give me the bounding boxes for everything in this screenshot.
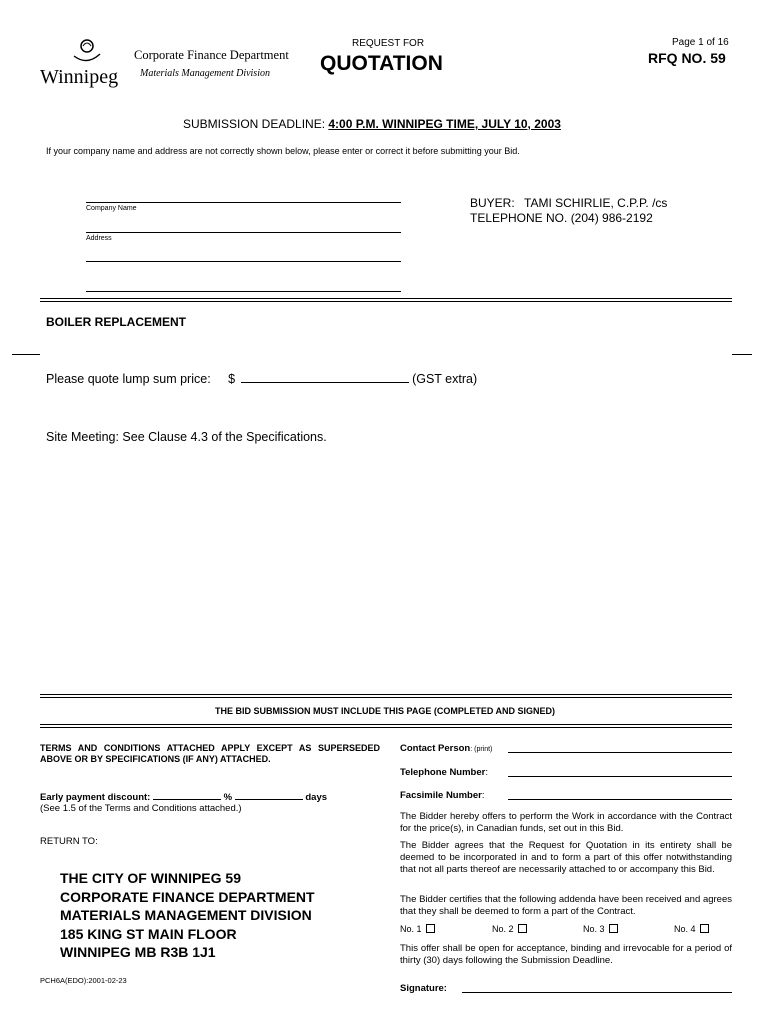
addendum-4-label: No. 4	[674, 924, 696, 934]
days-label: days	[305, 792, 328, 803]
addendum-1	[400, 924, 435, 934]
address-line-2[interactable]	[86, 261, 401, 262]
discount-days-input[interactable]	[235, 791, 303, 800]
rfq-number: RFQ NO. 59	[648, 50, 726, 66]
fax-input[interactable]	[508, 799, 732, 800]
addenda-row	[400, 924, 732, 938]
deadline-label: SUBMISSION DEADLINE:	[183, 117, 326, 131]
price-label: Please quote lump sum price:	[46, 372, 211, 386]
see-clause: (See 1.5 of the Terms and Conditions attached.)	[40, 803, 242, 814]
buyer-name: TAMI SCHIRLIE, C.P.P. /cs	[524, 196, 668, 210]
address-line: 185 KING ST MAIN FLOOR	[60, 925, 237, 942]
address-line-1[interactable]	[86, 232, 401, 233]
open-offer-text: This offer shall be open for acceptance, binding and irrevocable for a period of thirty (30) days following the Submission Deadline.	[400, 943, 732, 966]
fax-row	[400, 790, 484, 801]
addendum-4-checkbox[interactable]	[700, 924, 709, 933]
early-payment	[40, 791, 327, 803]
left-margin-mark	[12, 354, 40, 355]
site-meeting: Site Meeting: See Clause 4.3 of the Specifications.	[46, 430, 327, 444]
city-logo	[38, 36, 128, 96]
telephone-row	[400, 767, 488, 778]
contact-print-note: : (print)	[470, 746, 493, 753]
addendum-3-label: No. 3	[583, 924, 605, 934]
signature-input[interactable]	[462, 992, 732, 993]
early-label: Early payment discount:	[40, 792, 151, 803]
address-line-3[interactable]	[86, 291, 401, 292]
telephone-input[interactable]	[508, 776, 732, 777]
dollar-sign: $	[228, 372, 236, 386]
price-input[interactable]	[241, 372, 409, 383]
return-address	[60, 869, 315, 962]
bid-notice: THE BID SUBMISSION MUST INCLUDE THIS PAGE (COMPLETED AND SIGNED)	[214, 706, 555, 716]
gst-note: (GST extra)	[412, 372, 478, 386]
addendum-3-checkbox[interactable]	[609, 924, 618, 933]
buyer-label: BUYER:	[470, 196, 515, 210]
agrees-text: The Bidder agrees that the Request for Quotation in its entirety shall be deemed to be incorporated in and to form a part of this offer notwithstanding that not all parts thereof are necessarily attached to or accompany this Bid.	[400, 840, 732, 875]
right-margin-mark	[732, 354, 752, 355]
instruction-text: If your company name and address are not correctly shown below, please enter or correct it before submitting your Bid.	[46, 146, 520, 156]
city-emblem-icon	[70, 36, 104, 66]
percent-sign: %	[223, 792, 233, 803]
addendum-2-checkbox[interactable]	[518, 924, 527, 933]
request-for-label: REQUEST FOR	[352, 38, 425, 49]
telephone-colon: :	[485, 767, 488, 778]
fax-colon: :	[481, 790, 485, 801]
section-divider-2	[40, 694, 732, 698]
form-code: PCH6A(EDO):2001-02-23	[40, 976, 127, 985]
address-line: CORPORATE FINANCE DEPARTMENT	[60, 888, 315, 905]
address-label: Address	[86, 235, 112, 242]
section-divider-3	[40, 724, 732, 728]
offer-text: The Bidder hereby offers to perform the Work in accordance with the Contract for the price(s), in Canadian funds, set out in this Bid.	[400, 811, 732, 834]
addendum-3	[583, 924, 618, 934]
section-divider-1	[40, 298, 732, 302]
submission-deadline	[183, 117, 561, 131]
company-name-line[interactable]	[86, 202, 401, 203]
division-name: Materials Management Division	[140, 68, 270, 79]
contact-label: Contact Person	[400, 743, 471, 754]
addendum-2-label: No. 2	[492, 924, 514, 934]
project-title: BOILER REPLACEMENT	[46, 315, 187, 329]
signature-label: Signature:	[400, 983, 447, 994]
addendum-1-checkbox[interactable]	[426, 924, 435, 933]
page-number: Page 1 of 16	[672, 37, 729, 48]
quotation-title: QUOTATION	[320, 52, 443, 75]
discount-percent-input[interactable]	[153, 791, 221, 800]
return-to-label: RETURN TO:	[40, 836, 98, 847]
contact-person-row	[400, 743, 492, 754]
addendum-1-label: No. 1	[400, 924, 422, 934]
contact-person-input[interactable]	[508, 752, 732, 753]
buyer-phone: TELEPHONE NO. (204) 986-2192	[470, 211, 653, 225]
fax-label: Facsimile Number	[400, 790, 482, 801]
dept-name: Corporate Finance Department	[134, 48, 289, 62]
price-row	[46, 372, 477, 386]
terms-text: TERMS AND CONDITIONS ATTACHED APPLY EXCEPT AS SUPERSEDED ABOVE OR BY SPECIFICATIONS (IF ANY) ATTACHED.	[40, 743, 380, 764]
logo-text: Winnipeg	[40, 66, 119, 88]
addendum-2	[492, 924, 527, 934]
certifies-text: The Bidder certifies that the following addenda have been received and agrees that they shall be deemed to form a part of the Contract.	[400, 894, 732, 917]
addendum-4	[674, 924, 709, 934]
buyer-info	[470, 196, 667, 210]
address-line: MATERIALS MANAGEMENT DIVISION	[60, 907, 312, 923]
deadline-value: 4:00 P.M. WINNIPEG TIME, JULY 10, 2003	[328, 117, 561, 131]
address-line: THE CITY OF WINNIPEG 59	[60, 870, 241, 886]
address-line: WINNIPEG MB R3B 1J1	[60, 944, 216, 960]
company-name-label: Company Name	[86, 205, 137, 212]
telephone-label: Telephone Number	[400, 767, 486, 778]
